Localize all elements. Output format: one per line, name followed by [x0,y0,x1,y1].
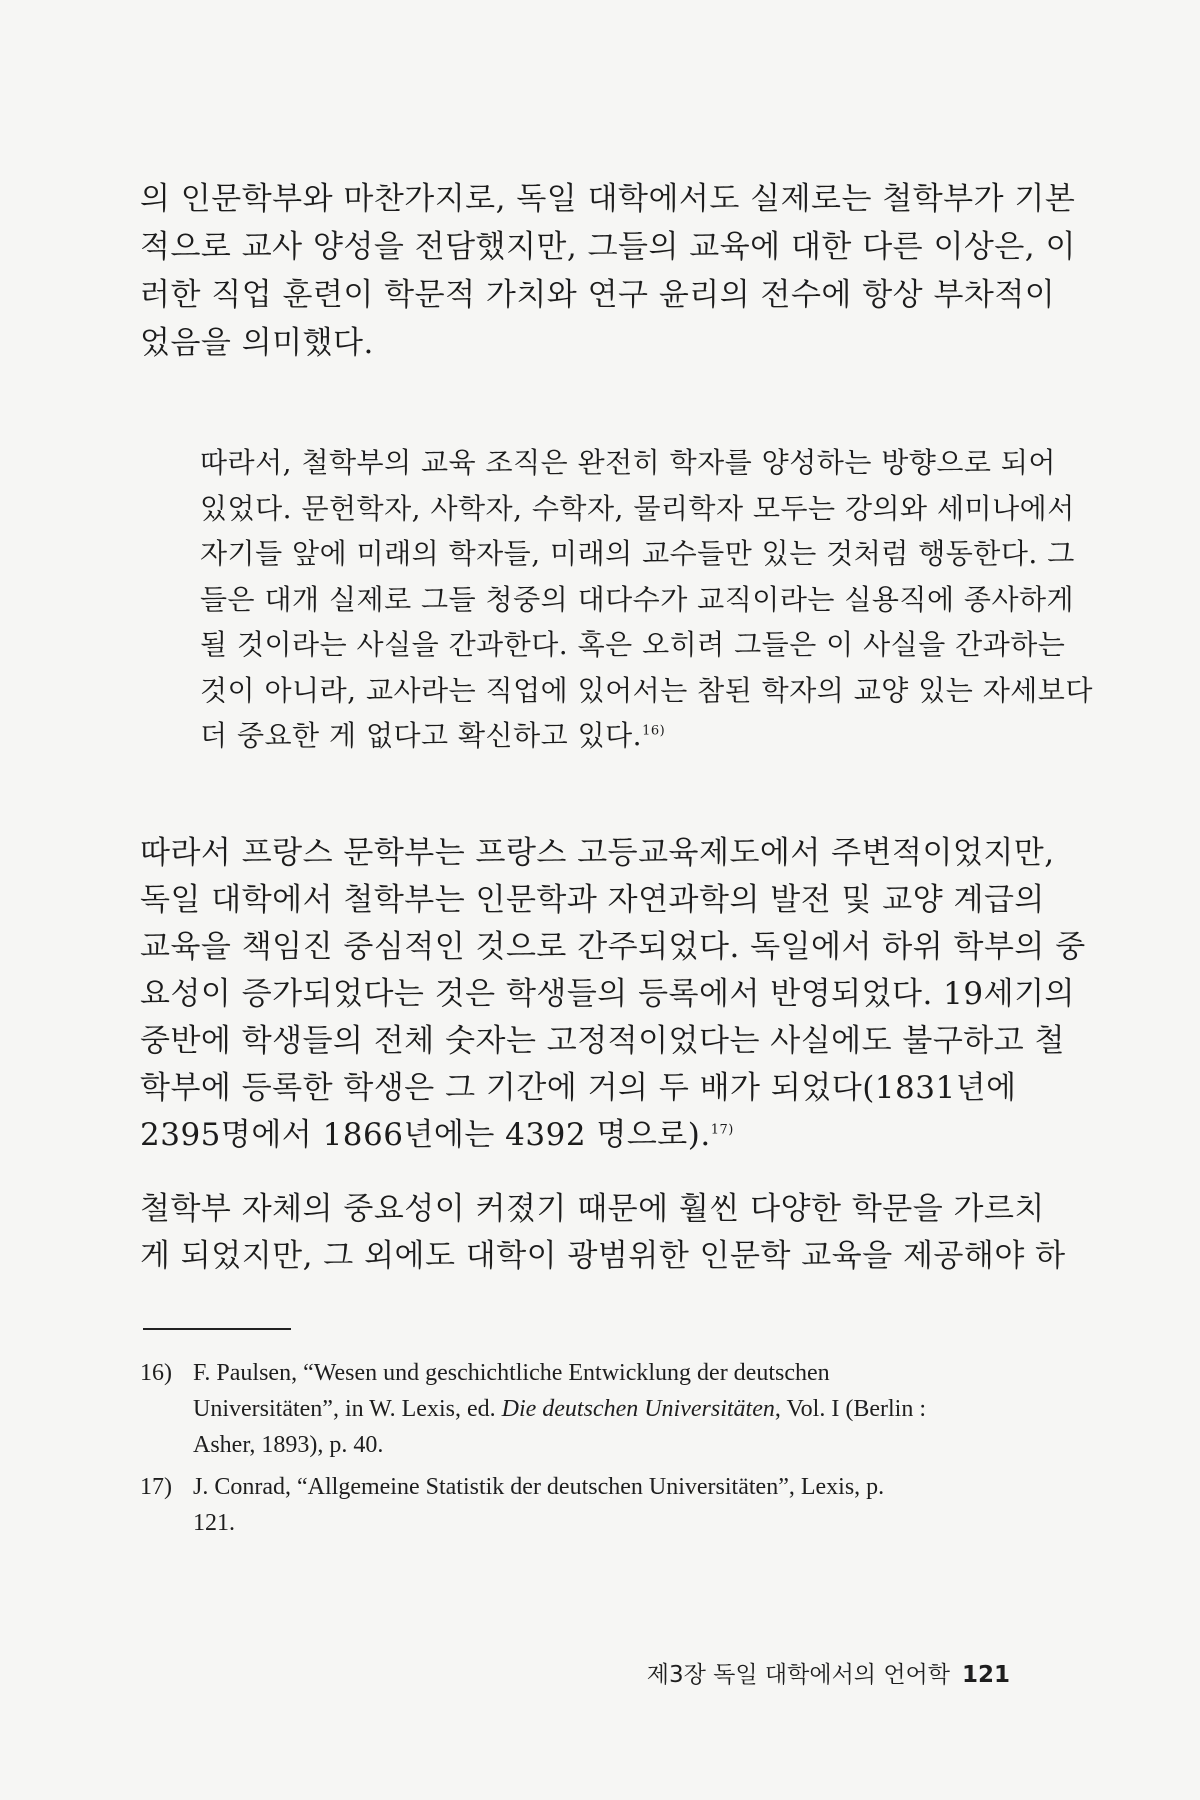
block-quote [200,440,1093,759]
text-line: 요성이 증가되었다는 것은 학생들의 등록에서 반영되었다. 19세기의 [140,976,1075,1012]
footnote-line: Asher, 1893), p. 40. [193,1432,384,1458]
text-line: 중반에 학생들의 전체 숫자는 고정적이었다는 사실에도 불구하고 철 [140,1023,1065,1059]
footnote-line: F. Paulsen, “Wesen und geschichtliche Entwicklung der deutschen [193,1360,830,1386]
text-line: 었음을 의미했다. [140,325,374,361]
footnote-line: Universitäten”, in W. Lexis, ed. Die deutschen Universitäten, Vol. I (Berlin : [193,1396,926,1422]
footnote-divider [143,1328,291,1330]
quote-line: 자기들 앞에 미래의 학자들, 미래의 교수들만 있는 것처럼 행동한다. 그 [200,537,1075,570]
page-number: 121 [961,1662,1010,1688]
text-line-content: 2395명에서 1866년에는 4392 명으로). [140,1117,711,1153]
text-line: 학부에 등록한 학생은 그 기간에 거의 두 배가 되었다(1831년에 [140,1070,1017,1106]
text-line: 독일 대학에서 철학부는 인문학과 자연과학의 발전 및 교양 계급의 [140,882,1045,918]
footnote-ref-17[interactable]: 17) [710,1122,734,1138]
paragraph-2 [140,830,1086,1159]
quote-line: 것이 아니라, 교사라는 직업에 있어서는 참된 학자의 교양 있는 자세보다 [200,673,1093,707]
footnote-line: 121. [193,1510,235,1536]
quote-line: 따라서, 철학부의 교육 조직은 완전히 학자를 양성하는 방향으로 되어 [200,446,1056,479]
footnote-number: 16) [140,1360,172,1386]
footnote-ref-16[interactable]: 16) [642,723,666,739]
footnote-body [193,1469,1020,1541]
text-line: 의 인문학부와 마찬가지로, 독일 대학에서도 실제로는 철학부가 기본 [140,181,1076,217]
quote-line: 될 것이라는 사실을 간과한다. 혹은 오히려 그들은 이 사실을 간과하는 [200,628,1066,661]
footnotes [140,1355,1020,1547]
text-line: 교육을 책임진 중심적인 것으로 간주되었다. 독일에서 하위 학부의 중 [140,929,1086,965]
text-line: 따라서 프랑스 문학부는 프랑스 고등교육제도에서 주변적이었지만, [140,835,1055,871]
text-line: 게 되었지만, 그 외에도 대학이 광범위한 인문학 교육을 제공해야 하 [140,1238,1066,1274]
text-line: 러한 직업 훈련이 학문적 가치와 연구 윤리의 전수에 항상 부차적이 [140,277,1056,313]
quote-line-text: 더 중요한 게 없다고 확신하고 있다. [200,719,643,752]
text-line: 철학부 자체의 중요성이 커졌기 때문에 훨씬 다양한 학문을 가르치 [140,1191,1045,1227]
paragraph-3 [140,1186,1066,1280]
quote-line: 들은 대개 실제로 그들 청중의 대다수가 교직이라는 실용직에 종사하게 [200,582,1075,616]
book-title: Die deutschen Universitäten [501,1396,775,1422]
quote-line: 있었다. 문헌학자, 사학자, 수학자, 물리학자 모두는 강의와 세미나에서 [200,491,1075,525]
paragraph-1 [140,175,1076,367]
footnote-16 [140,1355,1020,1463]
chapter-title: 제3장 독일 대학에서의 언어학 [646,1662,950,1688]
footnote-line: J. Conrad, “Allgemeine Statistik der deutschen Universitäten”, Lexis, p. [193,1474,885,1500]
running-footer [647,1656,1010,1689]
text-line-last [140,1112,1020,1159]
text-line: 적으로 교사 양성을 전담했지만, 그들의 교육에 대한 다른 이상은, 이 [140,229,1076,265]
footnote-number: 17) [140,1474,172,1500]
footnote-body [193,1355,1020,1463]
quote-line-last [200,713,1020,759]
footnote-17 [140,1469,1020,1541]
